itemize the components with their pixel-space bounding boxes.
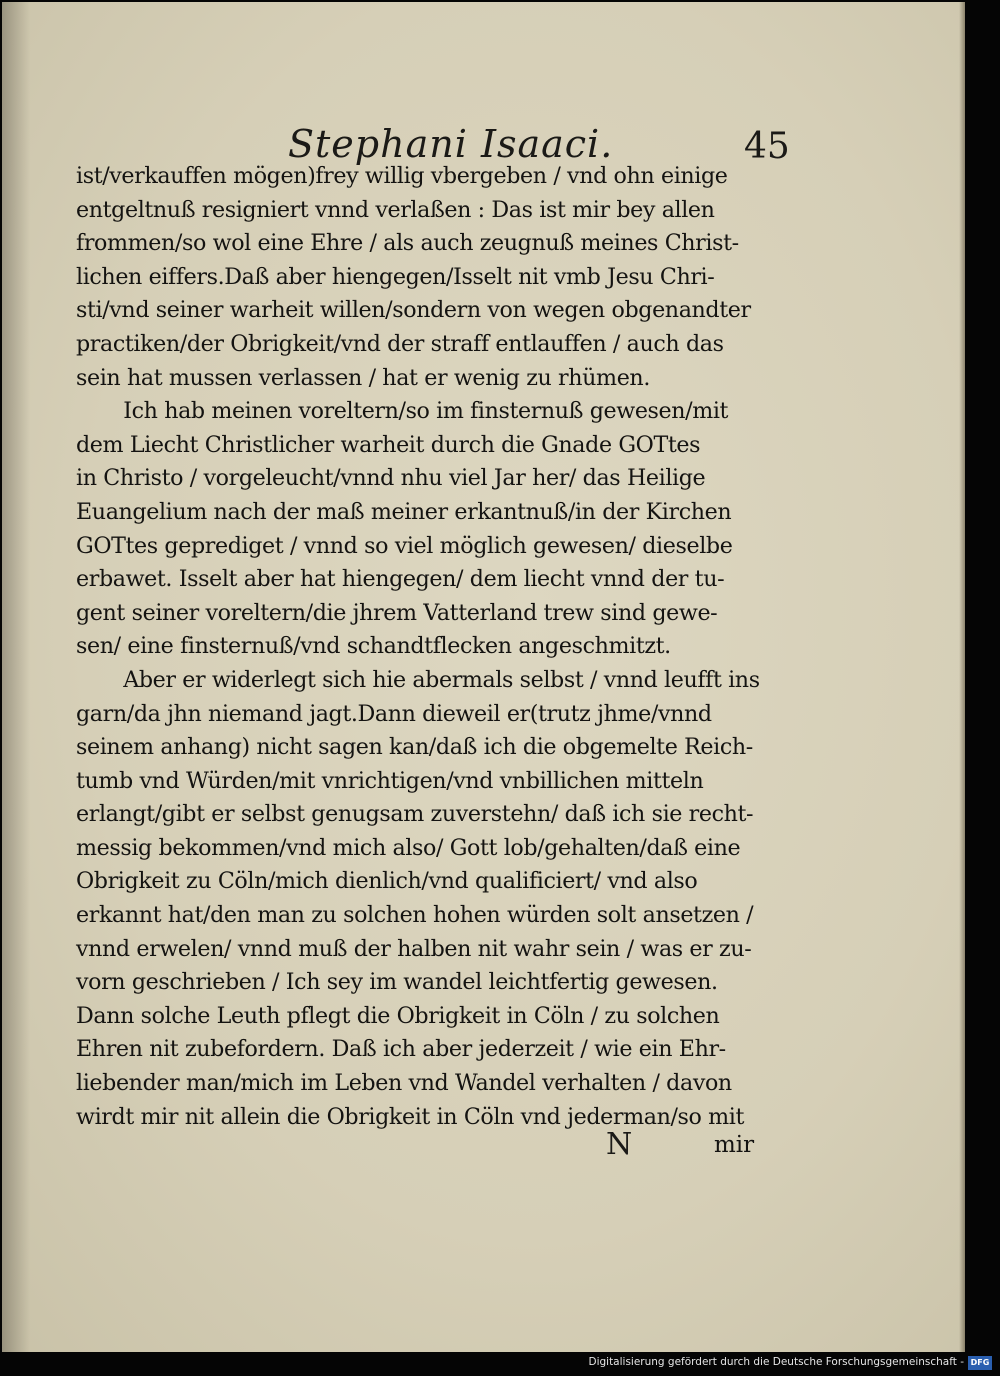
text-line: Euangelium nach der maß meiner erkantnuß/in der Kirchen [76, 498, 732, 525]
text-line: wirdt mir nit allein die Obrigkeit in Cöln vnd jederman/so mit [76, 1103, 745, 1130]
text-line: Obrigkeit zu Cöln/mich dienlich/vnd qualificiert/ vnd also [76, 868, 698, 895]
text-line: practiken/der Obrigkeit/vnd der straff entlauffen / auch das [76, 330, 724, 357]
text-line: Ich hab meinen voreltern/so im finsternuß gewesen/mit [123, 398, 729, 425]
text-line: seinem anhang) nicht sagen kan/daß ich die obgemelte Reich- [76, 734, 753, 761]
text-line: erbawet. Isselt aber hat hiengegen/ dem liecht vnnd der tu- [76, 566, 725, 593]
text-line: tumb vnd Würden/mit vnrichtigen/vnd vnbillichen mitteln [76, 767, 704, 794]
text-line: erlangt/gibt er selbst genugsam zuverstehn/ daß ich sie recht- [76, 801, 754, 828]
text-line: in Christo / vorgeleucht/vnnd nhu viel Jar her/ das Heilige [76, 465, 706, 492]
text-line: vnnd erwelen/ vnnd muß der halben nit wahr sein / was er zu- [76, 935, 752, 962]
text-line: gent seiner voreltern/die jhrem Vatterland trew sind gewe- [76, 599, 718, 626]
catchword: mir [714, 1132, 755, 1158]
text-line: Aber er widerlegt sich hie abermals selbst / vnnd leufft ins [123, 666, 760, 693]
text-line: vorn geschrieben / Ich sey im wandel leichtfertig gewesen. [76, 969, 718, 996]
text-line: dem Liecht Christlicher warheit durch die Gnade GOTtes [76, 431, 701, 458]
text-line: Ehren nit zubefordern. Daß ich aber jederzeit / wie ein Ehr- [76, 1036, 726, 1063]
text-line: lichen eiffers.Daß aber hiengegen/Isselt nit vmb Jesu Chri- [76, 263, 715, 290]
page-number: 45 [744, 126, 790, 167]
text-line: garn/da jhn niemand jagt.Dann dieweil er(trutz jhme/vnnd [76, 700, 712, 727]
text-block [76, 160, 776, 1134]
text-line: entgeltnuß resigniert vnnd verlaßen : Das ist mir bey allen [76, 196, 715, 223]
text-line: liebender man/mich im Leben vnd Wandel verhalten / davon [76, 1070, 732, 1097]
digitization-credit: Digitalisierung gefördert durch die Deutsche Forschungsgemeinschaft - [588, 1356, 964, 1368]
text-line: ist/verkauffen mögen)frey willig vbergeben / vnd ohn einige [76, 163, 728, 189]
text-line: Dann solche Leuth pflegt die Obrigkeit in Cöln / zu solchen [76, 1002, 720, 1029]
page-edge [959, 2, 965, 1352]
text-line: sti/vnd seiner warheit willen/sondern von wegen obgenandter [76, 297, 751, 324]
text-line: sein hat mussen verlassen / hat er wenig zu rhümen. [76, 364, 650, 391]
text-line: GOTtes geprediget / vnnd so viel möglich gewesen/ dieselbe [76, 532, 733, 559]
spine-shadow [2, 2, 30, 1352]
signature-mark: N [606, 1127, 633, 1162]
running-head: Stephani Isaaci. [288, 122, 614, 166]
text-line: frommen/so wol eine Ehre / als auch zeugnuß meines Christ- [76, 230, 739, 257]
book-page [2, 2, 965, 1352]
dfg-logo: DFG [968, 1356, 992, 1370]
text-line: messig bekommen/vnd mich also/ Gott lob/gehalten/daß eine [76, 834, 741, 861]
text-line: erkannt hat/den man zu solchen hohen würden solt ansetzen / [76, 902, 754, 929]
text-line: sen/ eine finsternuß/vnd schandtflecken angeschmitzt. [76, 633, 671, 660]
